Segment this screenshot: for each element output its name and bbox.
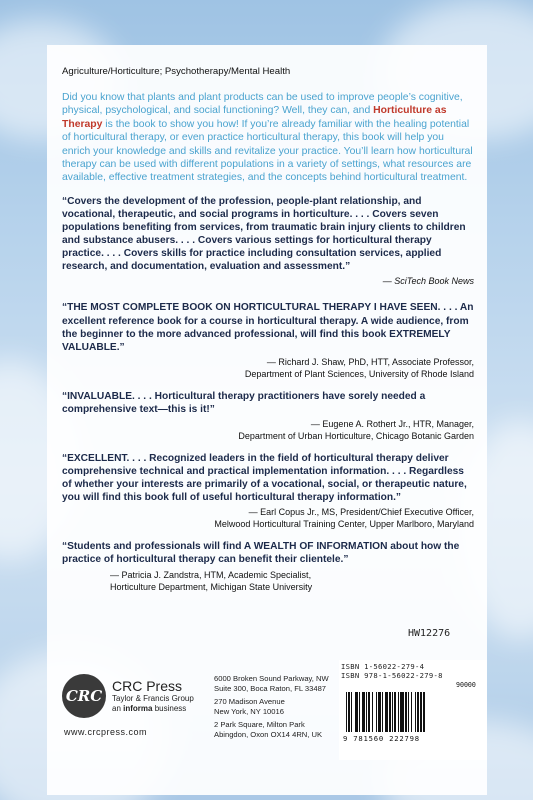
- barcode-icon: [346, 692, 480, 732]
- address-new-york: 270 Madison Avenue New York, NY 10016: [214, 697, 285, 716]
- price-code: 90000: [456, 681, 476, 689]
- intro-paragraph: Did you know that plants and plant products can be used to improve people’s cognitive, physical, psychological, and social functioning? Well, they can, and Horticulture as Therapy is the book to show you how! If you’re already familiar with the healing potential of horticultural therapy, or even practice horticultural therapy, this book will help you enrich your knowledge and skills and revitalize your practice. You’ll learn how horticultural therapy can be used with different populations in a variety of settings, what resources are available, effective treatment strategies, and the concepts behind horticultural treatment.: [62, 92, 473, 184]
- isbn-10: ISBN 1-56022-279-4: [341, 662, 425, 671]
- publisher-website: www.crcpress.com: [64, 727, 148, 737]
- quote-rothert: “INVALUABLE. . . . Horticultural therapy practitioners have sorely needed a comprehensive text—this is it!” — Eugene A. Rothert Jr., HTR, Manager, Department of Urban Horticulture, Chicago Botanic Garden: [62, 390, 474, 441]
- informa-business: an informa business: [112, 704, 187, 713]
- back-cover-content: [62, 66, 474, 593]
- isbn-13: ISBN 978-1-56022-279-8: [341, 671, 443, 680]
- quote-copus: “EXCELLENT. . . . Recognized leaders in the field of horticultural therapy deliver comprehensive technical and practical implementation information. . . . Regardless of whether your interests are primarily of a vocational, social, or therapeutic nature, you will find this book full of useful horticultural therapy information.” — Earl Copus Jr., MS, President/Chief Executive Officer, Melwood Horticultural Training Center, Upper Marlboro, Maryland: [62, 452, 474, 530]
- address-abingdon: 2 Park Square, Milton Park Abingdon, Oxon OX14 4RN, UK: [214, 720, 323, 739]
- publisher-group: Taylor & Francis Group: [112, 694, 194, 703]
- product-code: HW12276: [408, 628, 451, 639]
- quote-scitech: “Covers the development of the profession, people-plant relationship, and vocational, therapeutic, and social programs in horticulture. . . . Covers seven populations benefiting from services, from traumatic brain injury clients to children and substance abusers. . . . Covers various settings for horticultural therapy practice. . . . Covers skills for practice including consultation services, applied research, and documentation, evaluation and assessment.” — SciTech Book News: [62, 195, 474, 287]
- address-boca-raton: 6000 Broken Sound Parkway, NW Suite 300, Boca Raton, FL 33487: [214, 674, 329, 693]
- quote-zandstra: “Students and professionals will find A WEALTH OF INFORMATION about how the practice of horticultural therapy can benefit their clientele.” — Patricia J. Zandstra, HTM, Academic Specialist, Horticulture Department, Michigan State University: [62, 541, 460, 592]
- publisher-brand: [112, 678, 194, 714]
- category-line: Agriculture/Horticulture; Psychotherapy/Mental Health: [62, 66, 291, 77]
- publisher-name: CRC Press: [112, 678, 183, 694]
- crc-logo-icon: CRC: [62, 674, 106, 718]
- book-title-highlight: Horticulture as Therapy: [62, 105, 447, 130]
- publisher-addresses: [214, 674, 329, 744]
- quote-shaw: “THE MOST COMPLETE BOOK ON HORTICULTURAL THERAPY I HAVE SEEN. . . . An excellent reference book for a course in horticultural therapy. A wide audience, from the beginner to the more advanced professional, will find this book EXTREMELY VALUABLE.” — Richard J. Shaw, PhD, HTT, Associate Professor, Department of Plant Sciences, University of Rhode Island: [62, 302, 474, 379]
- barcode-number: 9 781560 222798: [343, 734, 420, 743]
